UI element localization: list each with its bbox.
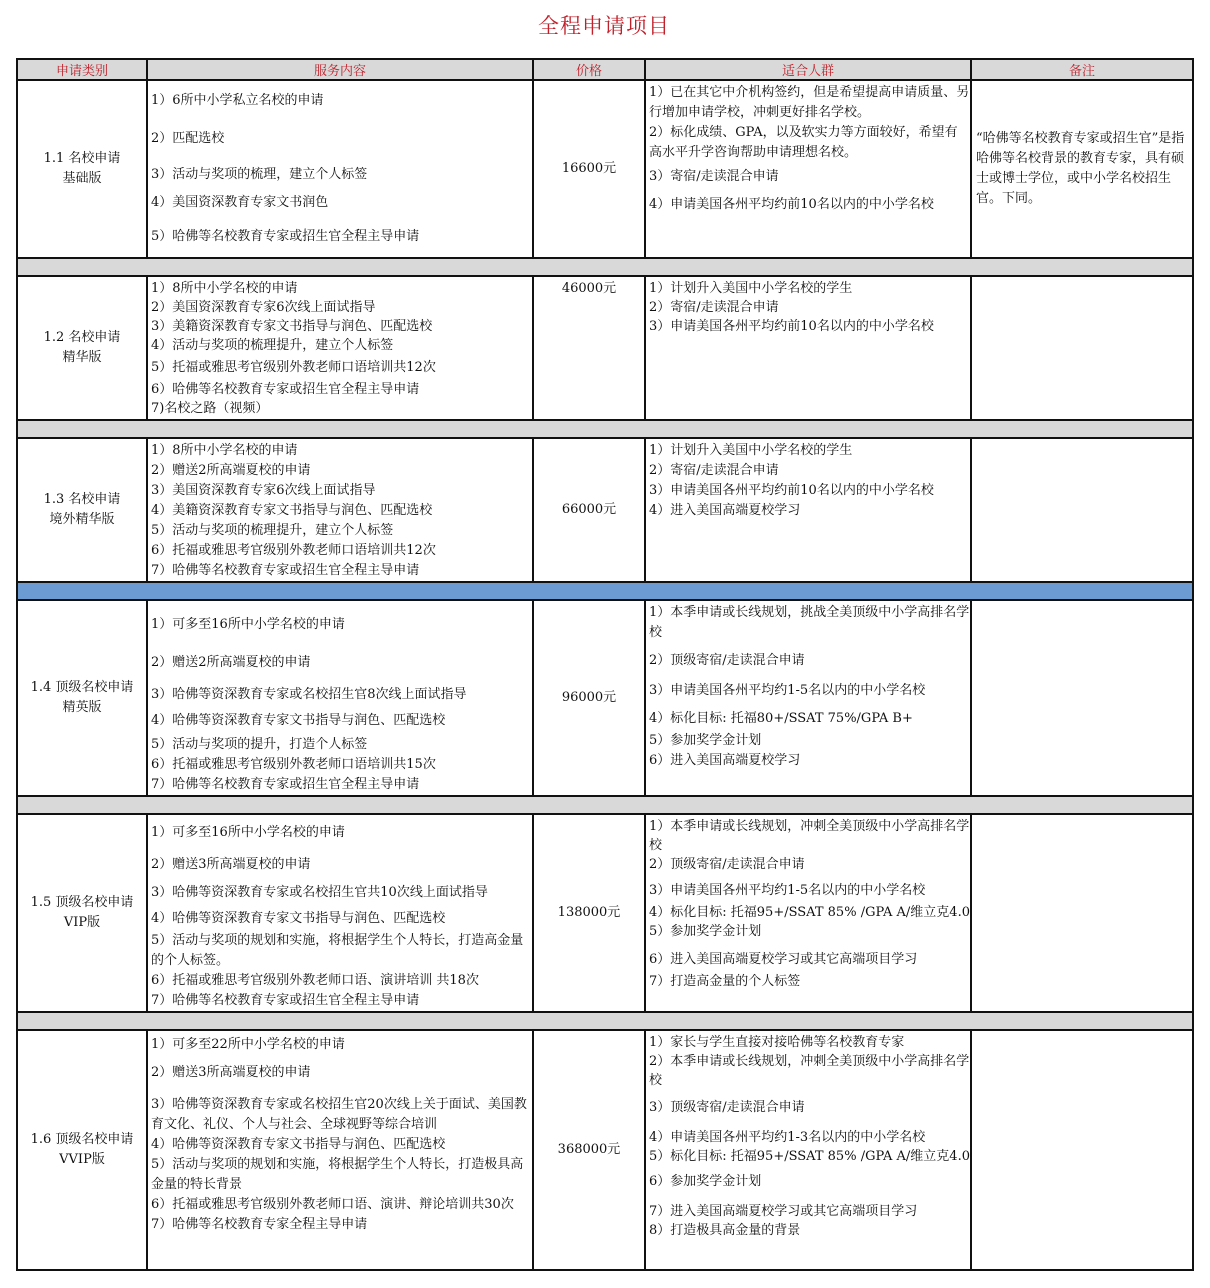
audience-item: 2）本季申请或长线规划，冲刺全美顶级中小学高排名学校 xyxy=(649,1054,970,1088)
category-cell xyxy=(17,600,147,796)
service-item: 2）匹配选校 xyxy=(151,131,225,146)
notes-cell xyxy=(971,438,1193,582)
audience-item: 4）标化目标: 托福95+/SSAT 85% /GPA A/维立克4.0 xyxy=(649,905,970,920)
service-item: 5）托福或雅思考官级别外教老师口语培训共12次 xyxy=(151,360,436,375)
audience-item: 6）参加奖学金计划 xyxy=(649,1174,762,1189)
audience-item: 2）标化成绩、GPA，以及软实力等方面较好，希望有高水平升学咨询帮助申请理想名校。 xyxy=(649,125,958,160)
service-item: 7）哈佛等名校教育专家全程主导申请 xyxy=(151,1217,368,1232)
service-item: 7)名校之路（视频） xyxy=(151,401,269,416)
category-cell xyxy=(17,80,147,258)
notes-cell xyxy=(971,276,1193,420)
notes-cell xyxy=(971,600,1193,796)
service-item: 3）美籍资深教育专家文书指导与润色、匹配选校 xyxy=(151,319,433,334)
category-name: 1.3 名校申请 xyxy=(43,492,121,507)
audience-cell xyxy=(645,1030,971,1270)
audience-item: 1）本季申请或长线规划，挑战全美顶级中小学高排名学校 xyxy=(649,605,970,640)
service-item: 1）可多至16所中小学名校的申请 xyxy=(151,617,345,632)
service-item: 2）赠送3所高端夏校的申请 xyxy=(151,1065,311,1080)
header-services: 服务内容 xyxy=(147,59,533,80)
service-item: 5）活动与奖项的规划和实施，将根据学生个人特长，打造极具高金量的特长背景 xyxy=(151,1157,524,1192)
service-item: 1）8所中小学名校的申请 xyxy=(151,443,298,458)
price-cell: 66000元 xyxy=(533,438,645,582)
audience-item: 5）参加奖学金计划 xyxy=(649,733,762,748)
audience-item: 2）顶级寄宿/走读混合申请 xyxy=(649,653,805,668)
service-item: 4）美籍资深教育专家文书指导与润色、匹配选校 xyxy=(151,503,433,518)
services-cell xyxy=(147,600,533,796)
audience-item: 1）已在其它中介机构签约，但是希望提高申请质量、另行增加申请学校，冲刺更好排名学校。 xyxy=(649,85,970,120)
table-row xyxy=(17,80,1193,258)
price-cell xyxy=(533,276,645,420)
service-item: 1）可多至22所中小学名校的申请 xyxy=(151,1037,345,1052)
service-item: 5）活动与奖项的提升，打造个人标签 xyxy=(151,737,368,752)
header-notes: 备注 xyxy=(971,59,1193,80)
audience-cell xyxy=(645,276,971,420)
service-item: 3）哈佛等资深教育专家或名校招生官共10次线上面试指导 xyxy=(151,885,488,900)
category-edition: VVIP版 xyxy=(59,1152,105,1167)
table-row xyxy=(17,276,1193,420)
audience-item: 5）标化目标: 托福95+/SSAT 85% /GPA A/维立克4.0 xyxy=(649,1149,970,1164)
service-item: 4）美国资深教育专家文书润色 xyxy=(151,195,329,210)
service-item: 2）赠送2所高端夏校的申请 xyxy=(151,655,311,670)
service-item: 1）6所中小学私立名校的申请 xyxy=(151,93,324,108)
service-item: 4）哈佛等资深教育专家文书指导与润色、匹配选校 xyxy=(151,1137,446,1152)
audience-item: 1）家长与学生直接对接哈佛等名校教育专家 xyxy=(649,1035,905,1050)
category-edition: 精英版 xyxy=(62,700,102,715)
header-price: 价格 xyxy=(533,59,645,80)
service-item: 6）托福或雅思考官级别外教老师口语培训共12次 xyxy=(151,543,436,558)
category-name: 1.6 顶级名校申请 xyxy=(30,1132,134,1147)
audience-item: 2）顶级寄宿/走读混合申请 xyxy=(649,857,805,872)
audience-item: 3）申请美国各州平均约前10名以内的中小学名校 xyxy=(649,319,934,334)
notes-cell xyxy=(971,80,1193,258)
audience-item: 6）进入美国高端夏校学习 xyxy=(649,753,801,768)
audience-item: 2）寄宿/走读混合申请 xyxy=(649,463,779,478)
service-item: 7）哈佛等名校教育专家或招生官全程主导申请 xyxy=(151,993,420,1008)
audience-item: 8）打造极具高金量的背景 xyxy=(649,1223,801,1238)
service-item: 4）哈佛等资深教育专家文书指导与润色、匹配选校 xyxy=(151,713,446,728)
service-item: 2）赠送3所高端夏校的申请 xyxy=(151,857,311,872)
audience-cell xyxy=(645,80,971,258)
category-name: 1.5 顶级名校申请 xyxy=(30,895,134,910)
audience-item: 2）寄宿/走读混合申请 xyxy=(649,300,779,315)
table-row xyxy=(17,814,1193,1012)
audience-cell xyxy=(645,814,971,1012)
table-row xyxy=(17,600,1193,796)
category-edition: 精华版 xyxy=(62,350,102,365)
service-item: 7）哈佛等名校教育专家或招生官全程主导申请 xyxy=(151,563,420,578)
price-cell: 96000元 xyxy=(533,600,645,796)
services-cell xyxy=(147,438,533,582)
separator-row xyxy=(17,420,1193,438)
service-item: 3）美国资深教育专家6次线上面试指导 xyxy=(151,483,376,498)
audience-item: 3）顶级寄宿/走读混合申请 xyxy=(649,1100,805,1115)
notes-cell xyxy=(971,1030,1193,1270)
separator-row xyxy=(17,258,1193,276)
audience-item: 4）申请美国各州平均约前10名以内的中小学名校 xyxy=(649,197,934,212)
audience-item: 3）申请美国各州平均约前10名以内的中小学名校 xyxy=(649,483,934,498)
category-name: 1.4 顶级名校申请 xyxy=(30,680,134,695)
audience-item: 4）申请美国各州平均约1-3名以内的中小学名校 xyxy=(649,1130,926,1145)
price-cell: 16600元 xyxy=(533,80,645,258)
page-title: 全程申请项目 xyxy=(538,14,670,38)
audience-item: 4）标化目标: 托福80+/SSAT 75%/GPA B+ xyxy=(649,711,913,726)
audience-item: 1）计划升入美国中小学名校的学生 xyxy=(649,443,853,458)
header-row xyxy=(17,59,1193,80)
services-cell xyxy=(147,276,533,420)
services-cell xyxy=(147,1030,533,1270)
category-cell xyxy=(17,276,147,420)
services-cell xyxy=(147,80,533,258)
separator-row-highlight xyxy=(17,582,1193,600)
category-name: 1.1 名校申请 xyxy=(43,151,121,166)
category-edition: VIP版 xyxy=(63,915,101,930)
audience-item: 1）计划升入美国中小学名校的学生 xyxy=(649,281,853,296)
table-row xyxy=(17,438,1193,582)
audience-item: 5）参加奖学金计划 xyxy=(649,924,762,939)
service-item: 6）托福或雅思考官级别外教老师口语、演讲培训 共18次 xyxy=(151,973,479,988)
price-cell: 368000元 xyxy=(533,1030,645,1270)
service-item: 5）活动与奖项的梳理提升，建立个人标签 xyxy=(151,523,394,538)
audience-item: 7）进入美国高端夏校学习或其它高端项目学习 xyxy=(649,1204,918,1219)
note-text: “哈佛等名校教育专家或招生官”是指哈佛等名校背景的教育专家，具有硕士或博士学位，或中小学名校招生官。下同。 xyxy=(976,131,1185,206)
service-item: 5）哈佛等名校教育专家或招生官全程主导申请 xyxy=(151,229,420,244)
audience-item: 1）本季申请或长线规划，冲刺全美顶级中小学高排名学校 xyxy=(649,819,970,853)
service-item: 6）托福或雅思考官级别外教老师口语培训共15次 xyxy=(151,757,436,772)
audience-item: 3）寄宿/走读混合申请 xyxy=(649,169,779,184)
services-cell xyxy=(147,814,533,1012)
category-edition: 基础版 xyxy=(62,171,102,186)
audience-item: 7）打造高金量的个人标签 xyxy=(649,974,801,989)
category-edition: 境外精华版 xyxy=(49,512,115,527)
service-item: 6）哈佛等名校教育专家或招生官全程主导申请 xyxy=(151,382,420,397)
service-item: 6）托福或雅思考官级别外教老师口语、演讲、辩论培训共30次 xyxy=(151,1197,514,1212)
service-item: 3）活动与奖项的梳理，建立个人标签 xyxy=(151,167,368,182)
audience-cell xyxy=(645,600,971,796)
table-row xyxy=(17,1030,1193,1270)
category-cell xyxy=(17,438,147,582)
audience-item: 6）进入美国高端夏校学习或其它高端项目学习 xyxy=(649,952,918,967)
service-item: 2）美国资深教育专家6次线上面试指导 xyxy=(151,300,376,315)
service-item: 3）哈佛等资深教育专家或名校招生官20次线上关于面试、美国教育文化、礼仪、个人与社会、全球视野等综合培训 xyxy=(151,1097,527,1132)
price-value: 46000元 xyxy=(561,281,617,296)
audience-item: 4）进入美国高端夏校学习 xyxy=(649,503,801,518)
service-item: 7）哈佛等名校教育专家或招生官全程主导申请 xyxy=(151,777,420,792)
application-programs-table xyxy=(16,58,1194,1271)
header-category: 申请类别 xyxy=(17,59,147,80)
audience-item: 3）申请美国各州平均约1-5名以内的中小学名校 xyxy=(649,683,926,698)
service-item: 2）赠送2所高端夏校的申请 xyxy=(151,463,311,478)
separator-row xyxy=(17,796,1193,814)
category-cell xyxy=(17,814,147,1012)
category-cell xyxy=(17,1030,147,1270)
service-item: 4）哈佛等资深教育专家文书指导与润色、匹配选校 xyxy=(151,911,446,926)
audience-cell xyxy=(645,438,971,582)
service-item: 1）可多至16所中小学名校的申请 xyxy=(151,825,345,840)
price-cell: 138000元 xyxy=(533,814,645,1012)
audience-item: 3）申请美国各州平均约1-5名以内的中小学名校 xyxy=(649,883,926,898)
header-audience: 适合人群 xyxy=(645,59,971,80)
service-item: 3）哈佛等资深教育专家或名校招生官8次线上面试指导 xyxy=(151,687,467,702)
service-item: 4）活动与奖项的梳理提升，建立个人标签 xyxy=(151,338,394,353)
separator-row xyxy=(17,1012,1193,1030)
category-name: 1.2 名校申请 xyxy=(43,330,121,345)
notes-cell xyxy=(971,814,1193,1012)
service-item: 5）活动与奖项的规划和实施，将根据学生个人特长，打造高金量的个人标签。 xyxy=(151,933,524,968)
service-item: 1）8所中小学名校的申请 xyxy=(151,281,298,296)
